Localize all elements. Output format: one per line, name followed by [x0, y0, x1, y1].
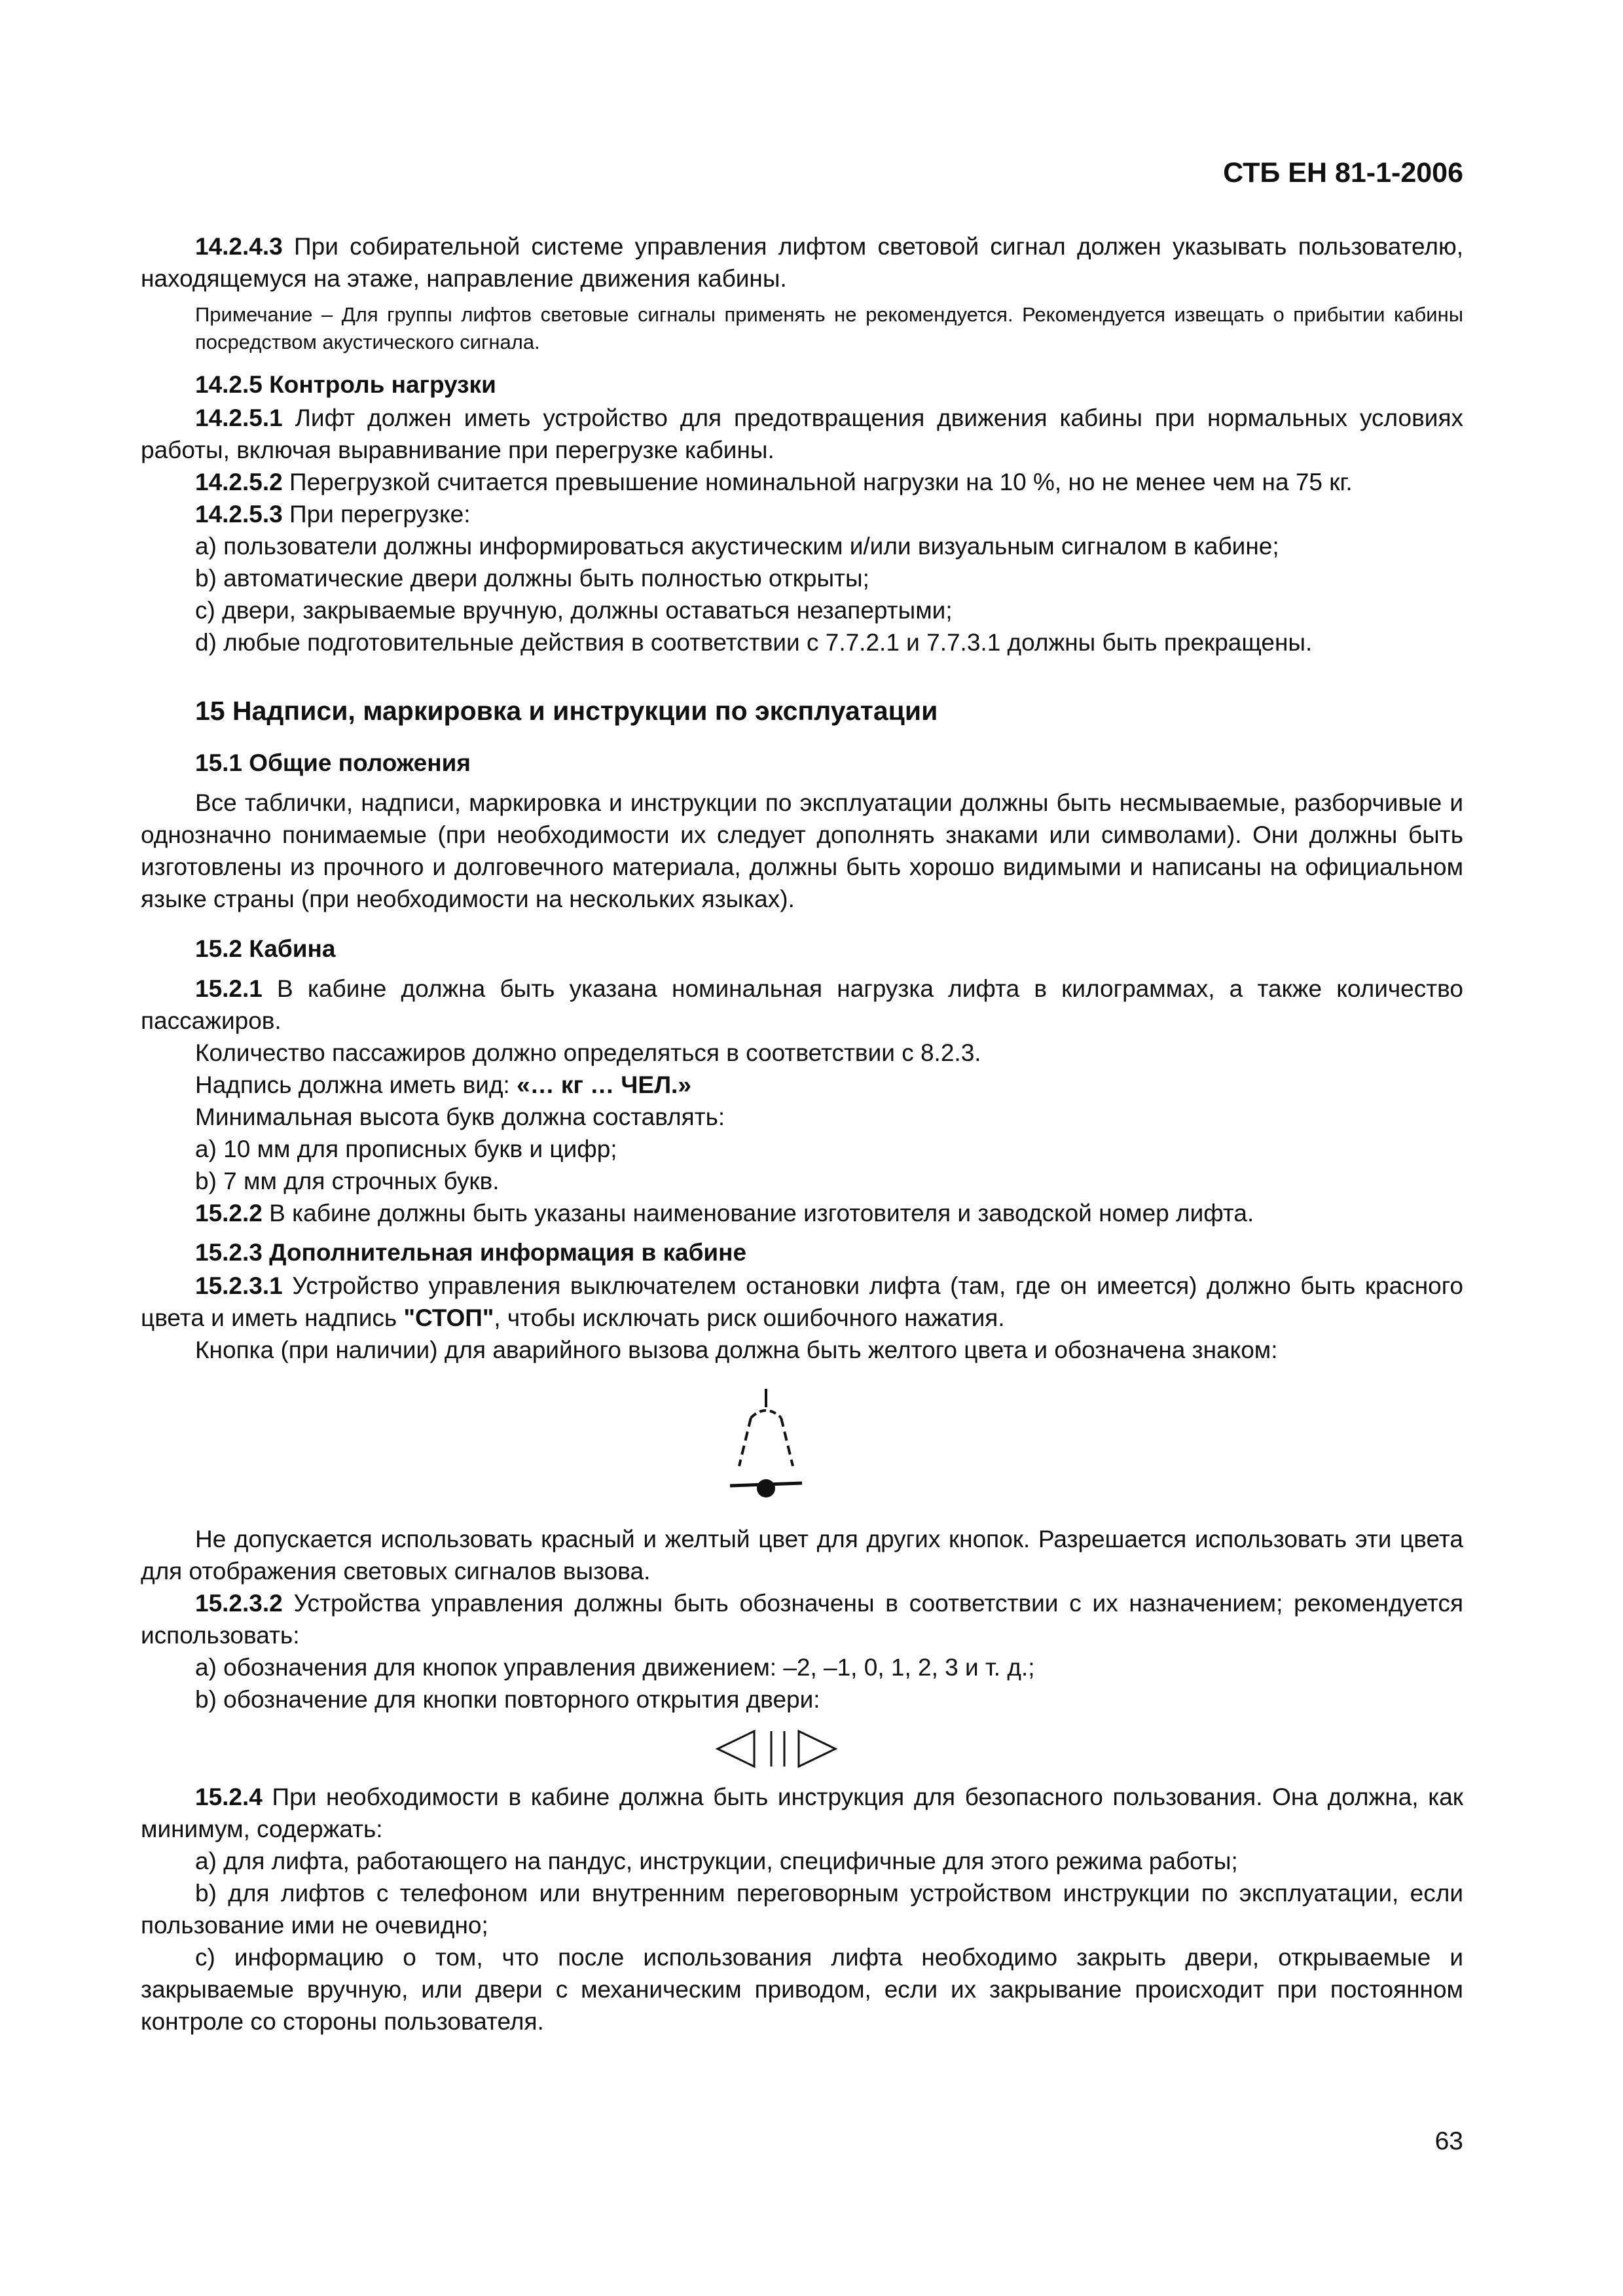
- list-item: a) 10 мм для прописных букв и цифр;: [195, 1136, 617, 1162]
- bell-icon: [710, 1389, 822, 1513]
- page-content: [141, 230, 1463, 2037]
- clause-number: 15.2.3.2: [195, 1590, 283, 1617]
- clause-text: Устройства управления должны быть обозначены в соответствии с их назначением; рекомендуется использовать:: [141, 1590, 1463, 1649]
- inscription-format: «… кг … ЧЕЛ.»: [517, 1071, 691, 1098]
- list-item: c) информацию о том, что после использования лифта необходимо закрыть двери, открываемые и закрываемые вручную, или двери с механическим приводом, если их закрывание происходит при постоянном контроле со стороны пользователя.: [141, 1944, 1463, 2035]
- paragraph-15-2-3-2: [141, 1587, 1463, 1651]
- stop-label: "СТОП": [403, 1304, 494, 1331]
- paragraph-14-2-5-2: [141, 466, 1463, 498]
- clause-number: 14.2.5.1: [195, 404, 283, 431]
- page-number: 63: [1434, 2127, 1463, 2155]
- list-item: a) пользователи должны информироваться акустическим и/или визуальным сигналом в кабине;: [195, 533, 1279, 560]
- clause-text: В кабине должны быть указаны наименование изготовителя и заводской номер лифта.: [262, 1200, 1254, 1227]
- paragraph-14-2-4-3: [141, 230, 1463, 295]
- clause-text: Устройство управления выключателем остановки лифта (там, где он имеется) должно быть красного цвета и иметь надпись: [141, 1272, 1463, 1331]
- clause-text: Лифт должен иметь устройство для предотвращения движения кабины при нормальных условиях работы, включая выравнивание при перегрузке кабины.: [141, 404, 1463, 463]
- paragraph: Кнопка (при наличии) для аварийного вызова должна быть желтого цвета и обозначена знаком:: [195, 1336, 1278, 1363]
- clause-number: 14.2.5.3: [195, 501, 283, 528]
- paragraph-14-2-5-1: [141, 402, 1463, 466]
- list-item: b) для лифтов с телефоном или внутренним переговорным устройством инструкции по эксплуатации, если пользование ими не очевидно;: [141, 1880, 1463, 1939]
- paragraph-15-2-3-1: [141, 1270, 1463, 1334]
- clause-number: 15.2.3.1: [195, 1272, 283, 1299]
- list-item: d) любые подготовительные действия в соответствии с 7.7.2.1 и 7.7.3.1 должны быть прекращены.: [195, 629, 1313, 656]
- heading-15-1: 15.1 Общие положения: [195, 749, 471, 776]
- paragraph-15-2-2: [141, 1197, 1463, 1229]
- clause-number: 15.2.1: [195, 975, 263, 1002]
- clause-text: В кабине должна быть указана номинальная нагрузка лифта в килограммах, а также количество пассажиров.: [141, 975, 1463, 1034]
- clause-text: При необходимости в кабине должна быть инструкция для безопасного пользования. Она должна, как минимум, содержать:: [141, 1784, 1463, 1842]
- paragraph: [141, 1069, 1463, 1101]
- door-reopen-icon: [714, 1729, 845, 1770]
- clause-text: , чтобы исключать риск ошибочного нажатия.: [494, 1304, 1005, 1331]
- heading-15-2: 15.2 Кабина: [195, 935, 336, 962]
- door-reopen-figure: [141, 1715, 1463, 1781]
- document-id: СТБ ЕН 81-1-2006: [1223, 157, 1463, 188]
- inscription-label: Надпись должна иметь вид:: [195, 1071, 517, 1098]
- paragraph-15-2-1: [141, 973, 1463, 1037]
- paragraph-15-1: Все таблички, надписи, маркировка и инструкции по эксплуатации должны быть несмываемые, разборчивые и однозначно понимаемые (при необходимости их следует дополнять знаками или символами). Они должны быть изготовлены из прочного и долговечного материала, должны быть хорошо видимыми и написаны на официальном языке страны (при необходимости на нескольких языках).: [141, 789, 1463, 912]
- clause-number: 14.2.5.2: [195, 469, 283, 495]
- heading-15-2-3: 15.2.3 Дополнительная информация в кабине: [195, 1239, 747, 1266]
- heading-section-15: 15 Надписи, маркировка и инструкции по эксплуатации: [195, 696, 938, 726]
- clause-number: 14.2.4.3: [195, 233, 283, 260]
- clause-text: При перегрузке:: [282, 501, 471, 528]
- paragraph: Минимальная высота букв должна составлять:: [195, 1103, 725, 1130]
- paragraph-15-2-4: [141, 1781, 1463, 1845]
- paragraph-14-2-5-3: [141, 498, 1463, 530]
- clause-text: При собирательной системе управления лифтом световой сигнал должен указывать пользователю, находящемуся на этаже, направление движения кабины.: [141, 233, 1463, 292]
- bell-figure: [141, 1366, 1463, 1523]
- clause-text: Перегрузкой считается превышение номинальной нагрузки на 10 %, но не менее чем на 75 кг.: [282, 469, 1353, 495]
- heading-14-2-5: 14.2.5 Контроль нагрузки: [195, 371, 496, 398]
- list-item: a) для лифта, работающего на пандус, инструкции, специфичные для этого режима работы;: [195, 1848, 1238, 1874]
- note: Примечание – Для группы лифтов световые сигналы применять не рекомендуется. Рекомендуется извещать о прибытии кабины посредством акустического сигнала.: [195, 303, 1463, 353]
- list-item: b) 7 мм для строчных букв.: [195, 1168, 500, 1194]
- list-item: c) двери, закрываемые вручную, должны оставаться незапертыми;: [195, 597, 953, 624]
- document-page: [141, 0, 1463, 2296]
- paragraph: Не допускается использовать красный и желтый цвет для других кнопок. Разрешается использовать эти цвета для отображения световых сигналов вызова.: [141, 1526, 1463, 1585]
- clause-number: 15.2.4: [195, 1784, 263, 1810]
- list-item: b) обозначение для кнопки повторного открытия двери:: [195, 1686, 820, 1713]
- paragraph: Количество пассажиров должно определяться в соответствии с 8.2.3.: [195, 1039, 981, 1066]
- clause-number: 15.2.2: [195, 1200, 263, 1227]
- list-item: b) автоматические двери должны быть полностью открыты;: [195, 565, 869, 592]
- list-item: a) обозначения для кнопок управления движением: –2, –1, 0, 1, 2, 3 и т. д.;: [195, 1654, 1035, 1681]
